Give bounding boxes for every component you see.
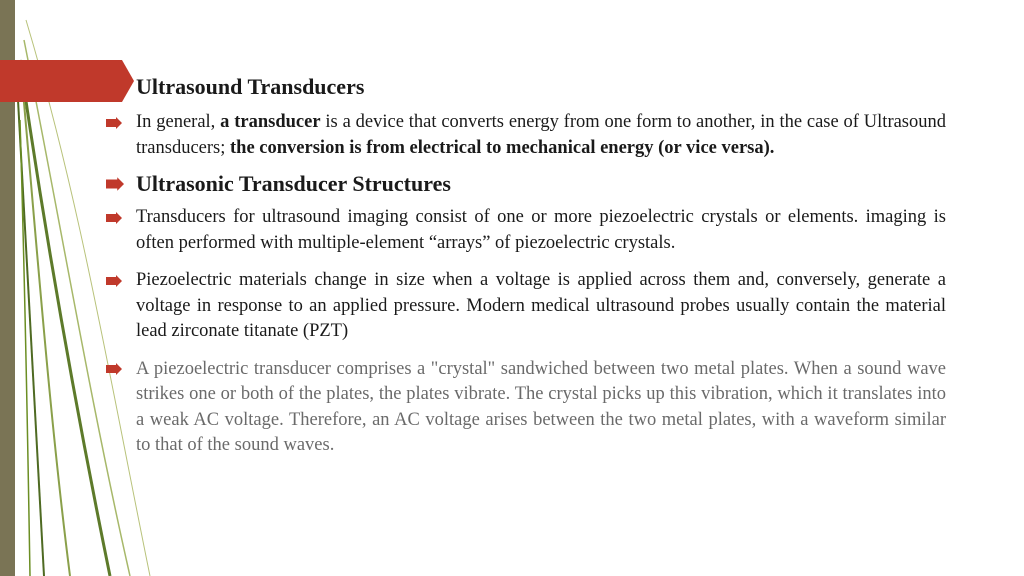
bullet-item <box>106 357 946 459</box>
bullet-item <box>106 268 946 345</box>
bullet-arrow-icon <box>106 268 136 293</box>
paragraph-imaging: Transducers for ultrasound imaging consist of one or more piezoelectric crystals or elements. imaging is often performed with multiple-element “arrays” of piezoelectric crystals. <box>136 207 946 253</box>
text-run: is a device that converts energy from one form to another, in the case of Ultrasound transducers; <box>136 112 947 158</box>
paragraph-transducer-definition <box>136 110 946 161</box>
slide-title: Ultrasound Transducers <box>136 74 365 99</box>
paragraph-crystal: A piezoelectric transducer comprises a "crystal" sandwiched between two metal plates. When a sound wave strikes one or both of the plates, the plates vibrate. The crystal picks up this vibration, which it translates into a weak AC voltage. Therefore, an AC voltage arises between the two metal plates, with a waveform similar to that of the sound waves. <box>136 358 946 455</box>
bullet-arrow-icon <box>106 110 136 135</box>
bullet-item <box>106 169 946 199</box>
bullet-item <box>106 205 946 256</box>
bullet-item <box>106 110 946 161</box>
text-run: In general, <box>136 112 221 132</box>
text-bold: a transducer <box>220 112 321 132</box>
section-heading: Ultrasonic Transducer Structures <box>136 171 451 196</box>
bullet-arrow-icon <box>106 357 136 382</box>
text-bold: the conversion is from electrical to mechanical energy (or vice versa). <box>230 137 775 158</box>
paragraph-piezoelectric: Piezoelectric materials change in size when a voltage is applied across them and, conversely, generate a voltage in response to an applied pressure. Modern medical ultrasound probes usually contain the material lead zirconate titanate (PZT) <box>136 270 946 341</box>
bullet-arrow-icon <box>106 169 136 199</box>
slide-content <box>106 70 946 459</box>
bullet-arrow-icon <box>106 205 136 230</box>
